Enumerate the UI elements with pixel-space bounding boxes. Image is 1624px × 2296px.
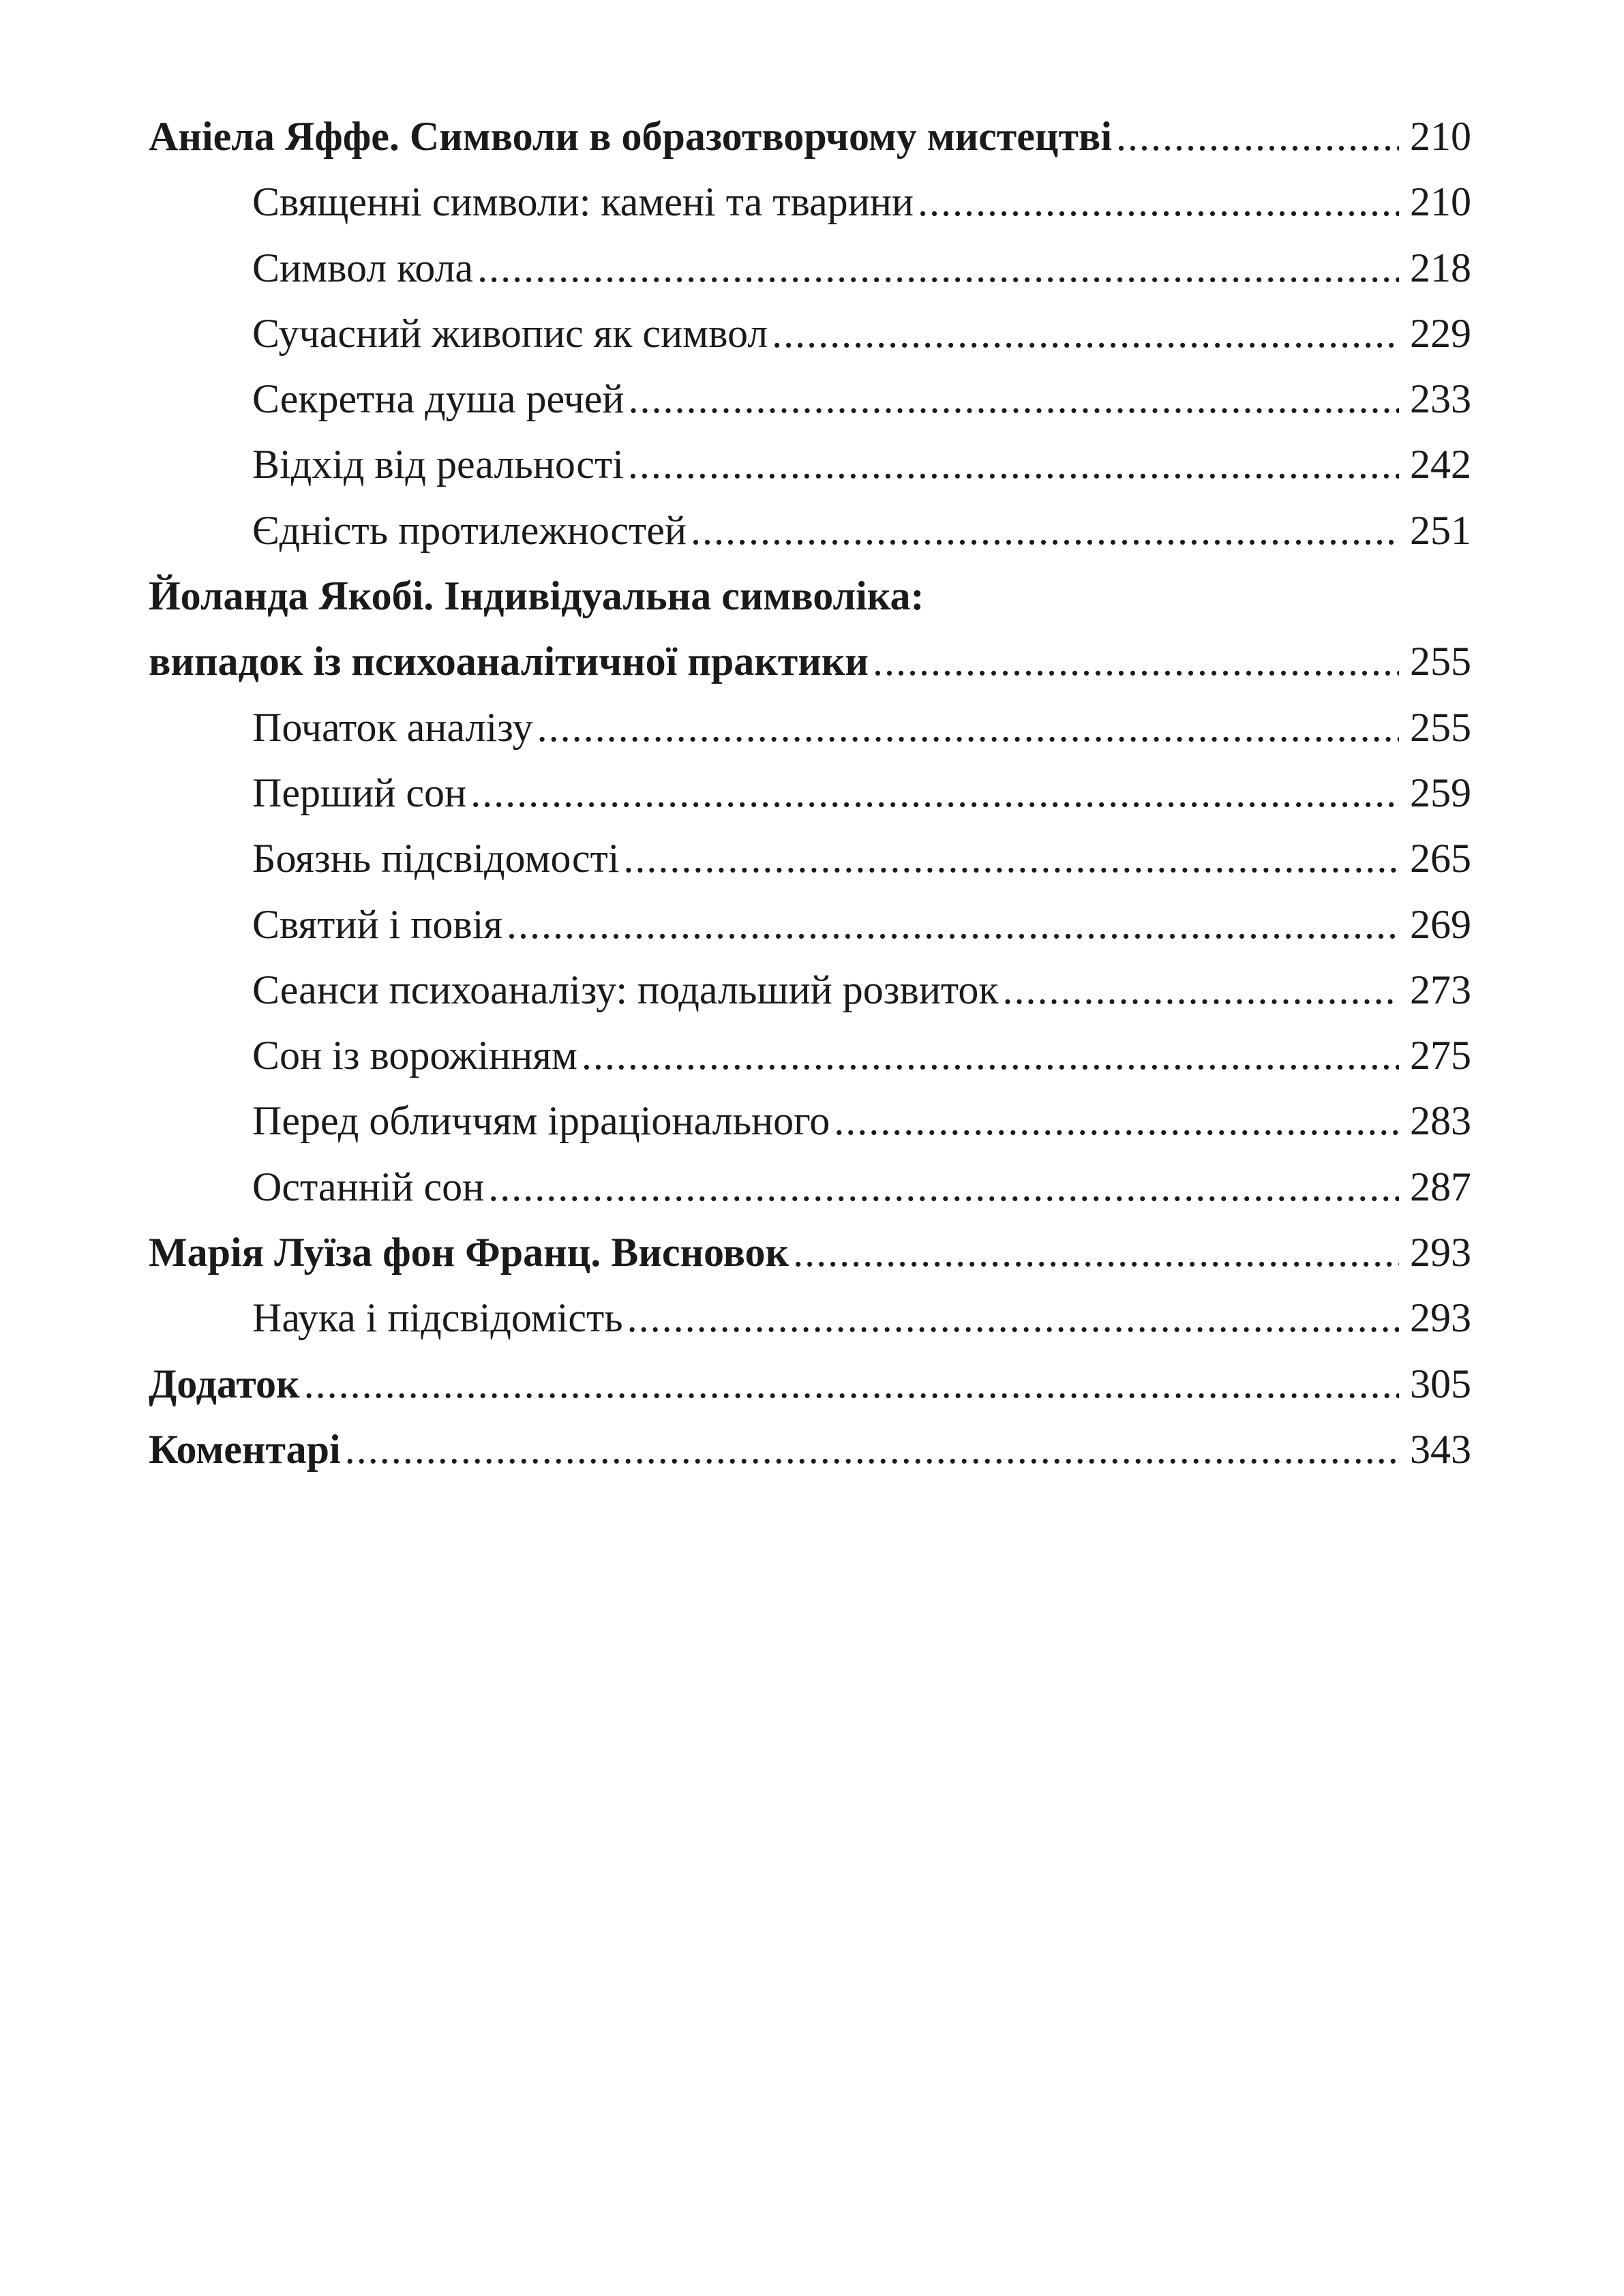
toc-entry-title: Священні символи: камені та тварини — [252, 179, 914, 225]
toc-entry-title: Відхід від реальності — [252, 442, 624, 487]
toc-entry — [149, 892, 1471, 957]
toc-entry-title: Боязнь підсвідомості — [252, 836, 620, 881]
toc-entry-page: 218 — [1410, 245, 1471, 290]
toc-entry — [149, 104, 1471, 169]
toc-entry — [149, 235, 1471, 301]
toc-entry — [149, 1154, 1471, 1220]
toc-entry-title: випадок із психоаналітичної практики — [149, 639, 869, 684]
toc-dot-leader — [345, 1417, 1399, 1482]
toc-entry-page: 255 — [1410, 704, 1471, 750]
toc-entry-title: Марія Луїза фон Франц. Висновок — [149, 1230, 790, 1275]
toc-entry — [149, 957, 1471, 1023]
toc-entry-title: Наука і підсвідомість — [252, 1295, 623, 1341]
toc-entry — [149, 563, 1471, 629]
toc-entry-page: 287 — [1410, 1164, 1471, 1209]
toc-entry-page: 265 — [1410, 836, 1471, 881]
toc-entry-page: 210 — [1410, 114, 1471, 159]
toc-entry-page: 251 — [1410, 507, 1471, 553]
table-of-contents — [149, 104, 1471, 1482]
toc-entry — [149, 301, 1471, 366]
toc-entry-title: Йоланда Якобі. Індивідуальна символіка: — [149, 573, 924, 619]
toc-dot-leader — [772, 301, 1399, 366]
toc-entry-page: 229 — [1410, 310, 1471, 356]
toc-entry — [149, 498, 1471, 563]
toc-dot-leader — [537, 695, 1399, 760]
toc-dot-leader — [691, 498, 1399, 563]
toc-entry-title: Символ кола — [252, 245, 474, 290]
toc-entry-title: Єдність протилежностей — [252, 507, 687, 553]
toc-entry — [149, 629, 1471, 694]
toc-entry-page: 343 — [1410, 1426, 1471, 1472]
toc-entry — [149, 826, 1471, 891]
toc-entry-page: 233 — [1410, 376, 1471, 422]
toc-entry-title: Додаток — [149, 1361, 300, 1406]
toc-entry-title: Початок аналізу — [252, 704, 533, 750]
toc-entry-page: 293 — [1410, 1230, 1471, 1275]
toc-dot-leader — [629, 366, 1399, 432]
toc-entry — [149, 1285, 1471, 1350]
toc-entry-page: 305 — [1410, 1361, 1471, 1406]
toc-entry-title: Секретна душа речей — [252, 376, 625, 422]
toc-entry-title: Святий і повія — [252, 901, 502, 947]
toc-entry — [149, 1351, 1471, 1417]
toc-entry-page: 273 — [1410, 967, 1471, 1012]
toc-entry-page: 259 — [1410, 770, 1471, 815]
toc-entry-page: 275 — [1410, 1033, 1471, 1078]
toc-dot-leader — [1003, 957, 1399, 1023]
toc-dot-leader — [793, 1220, 1399, 1285]
toc-entry-title: Аніела Яффе. Символи в образотворчому мистецтві — [149, 114, 1112, 159]
toc-entry — [149, 1088, 1471, 1153]
toc-entry-page: 210 — [1410, 179, 1471, 225]
toc-entry — [149, 1023, 1471, 1088]
toc-entry-page: 269 — [1410, 901, 1471, 947]
toc-entry-title: Перший сон — [252, 770, 467, 815]
toc-dot-leader — [304, 1351, 1399, 1417]
toc-dot-leader — [470, 760, 1399, 826]
toc-dot-leader — [507, 892, 1399, 957]
toc-entry — [149, 1417, 1471, 1482]
toc-dot-leader — [582, 1023, 1399, 1088]
toc-dot-leader — [488, 1154, 1399, 1220]
toc-entry-page: 255 — [1410, 639, 1471, 684]
toc-entry — [149, 760, 1471, 826]
toc-entry-page: 283 — [1410, 1098, 1471, 1144]
toc-entry-page: 242 — [1410, 442, 1471, 487]
toc-entry-title: Перед обличчям ірраціонального — [252, 1098, 830, 1144]
toc-dot-leader — [834, 1088, 1399, 1153]
toc-entry-title: Коментарі — [149, 1426, 341, 1472]
toc-entry — [149, 169, 1471, 235]
toc-dot-leader — [873, 629, 1399, 694]
toc-dot-leader — [627, 1285, 1399, 1350]
toc-dot-leader — [918, 169, 1399, 235]
toc-entry-title: Сучасний живопис як символ — [252, 310, 768, 356]
toc-entry-title: Сеанси психоаналізу: подальший розвиток — [252, 967, 999, 1012]
toc-entry — [149, 1220, 1471, 1285]
toc-entry — [149, 695, 1471, 760]
toc-dot-leader — [623, 826, 1399, 891]
toc-entry — [149, 432, 1471, 497]
toc-dot-leader — [477, 235, 1399, 301]
toc-entry-title: Сон із ворожінням — [252, 1033, 577, 1078]
toc-entry-page: 293 — [1410, 1295, 1471, 1341]
toc-entry — [149, 366, 1471, 432]
toc-entry-title: Останній сон — [252, 1164, 485, 1209]
toc-dot-leader — [1116, 104, 1399, 169]
toc-dot-leader — [628, 432, 1399, 497]
